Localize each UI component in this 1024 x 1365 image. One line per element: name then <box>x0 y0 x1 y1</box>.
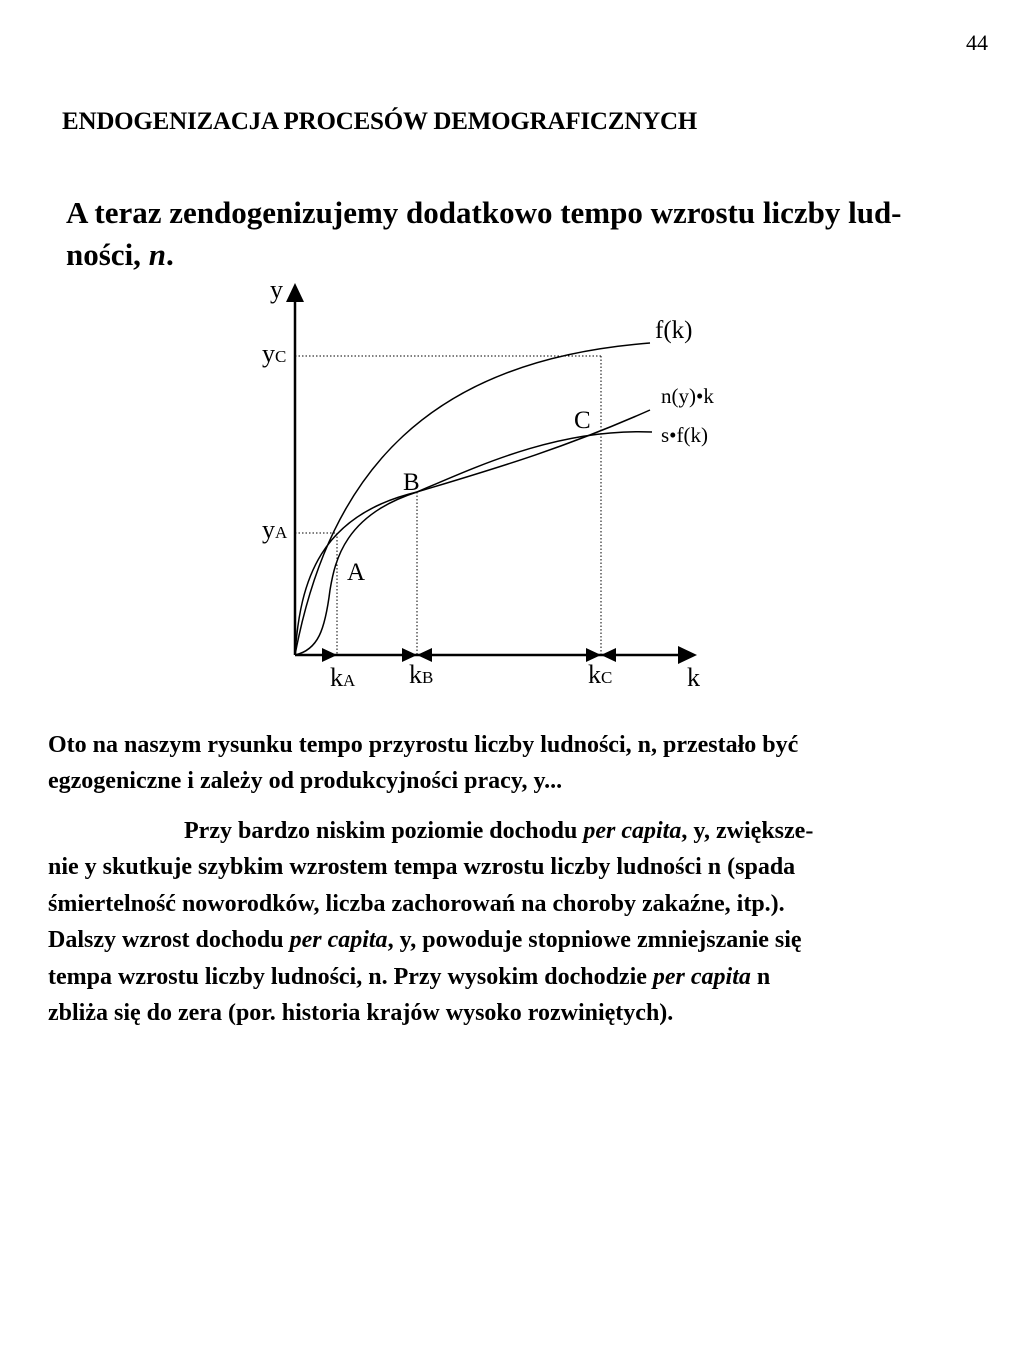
p2-l1-italic: per capita <box>583 818 682 844</box>
point-a-label: A <box>347 559 366 586</box>
p2-l1-end: , y, zwiększe- <box>681 818 814 844</box>
paragraph-2-line-1 <box>48 813 1008 849</box>
tick-ya: yA <box>262 515 288 544</box>
x-axis-label: k <box>687 663 700 692</box>
paragraph-2-line-3: śmiertelność noworodków, liczba zachorowań na choroby zakaźne, itp.). <box>48 890 785 917</box>
p2-l5-italic: per capita <box>652 963 751 990</box>
point-c-label: C <box>574 407 591 434</box>
p2-l5-end: n <box>750 963 771 990</box>
tick-kc: kC <box>588 660 613 689</box>
paragraph-2-line-2: nie y skutkuje szybkim wzrostem tempa wzrostu liczby ludności n (spada <box>48 854 796 881</box>
paragraph-2 <box>48 813 1008 1031</box>
lead-line-1: A teraz zendogenizujemy dodatkowo tempo wzrostu liczby lud- <box>66 195 902 230</box>
p2-l4-text: Dalszy wzrost dochodu <box>48 927 290 954</box>
tick-yc: yC <box>262 339 287 368</box>
p2-l4-end: , y, powoduje stopniowe zmniejszanie się <box>387 927 802 954</box>
x-axis-arrowhead <box>678 646 697 664</box>
p2-l5-text: tempa wzrostu liczby ludności, n. Przy wysokim dochodzie <box>48 963 653 990</box>
curve-f-label: f(k) <box>655 317 693 344</box>
p2-l1-text: Przy bardzo niskim poziomie dochodu <box>184 818 584 844</box>
tick-ka: kA <box>330 663 356 692</box>
page-number: 44 <box>966 30 988 55</box>
lead-line-2-end: . <box>165 237 174 272</box>
y-axis-arrowhead <box>286 283 304 302</box>
paragraph-1-line-1: Oto na naszym rysunku tempo przyrostu liczby ludności, n, przestało być <box>48 732 799 758</box>
arrow-ka-right <box>322 648 337 662</box>
paragraph-2-line-6: zbliża się do zera (por. historia krajów wysoko rozwiniętych). <box>48 1000 674 1027</box>
curve-ny-label: n(y)•k <box>661 384 714 408</box>
tick-kb: kB <box>409 660 434 689</box>
curve-n-y-k <box>295 410 650 655</box>
curve-s-f-k <box>295 432 652 655</box>
arrow-kc-left <box>601 648 616 662</box>
lead-line-2-text: ności, <box>66 237 149 272</box>
curve-f-k <box>295 343 650 655</box>
page-heading: ENDOGENIZACJA PROCESÓW DEMOGRAFICZNYCH <box>62 108 698 135</box>
point-b-label: B <box>403 469 420 496</box>
p2-l4-italic: per capita <box>289 927 388 954</box>
curve-sf-label: s•f(k) <box>661 423 709 447</box>
paragraph-1 <box>48 727 1008 799</box>
paragraph-2-line-4 <box>48 922 1008 958</box>
lead-variable-n: n <box>148 237 166 272</box>
y-axis-label: y <box>270 275 283 304</box>
paragraph-2-line-5 <box>48 959 1008 995</box>
paragraph-1-line-2: egzogeniczne i zależy od produkcyjności pracy, y... <box>48 768 563 794</box>
